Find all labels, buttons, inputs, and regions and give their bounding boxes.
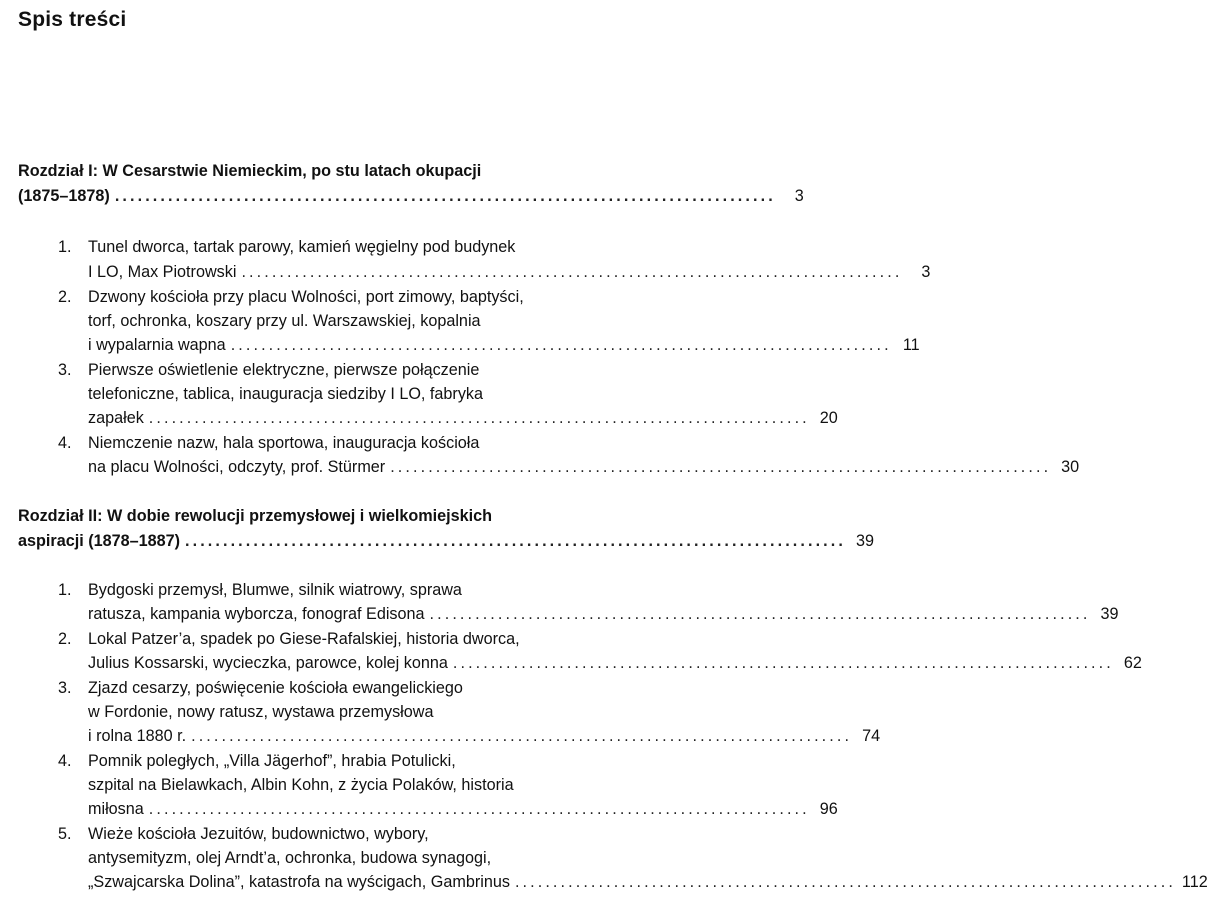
entry-text: na placu Wolności, odczyty, prof. Stürmer [88, 458, 386, 476]
page-title: Spis treści [18, 8, 127, 31]
c2-entry-3-line-2 [18, 699, 586, 725]
page-number: 39 [855, 532, 874, 550]
leader-dots: ....................................................................................... [191, 727, 853, 745]
page-number: 96 [819, 800, 838, 818]
entry-text: „Szwajcarska Dolina”, katastrofa na wyścigach, Gambrinus [88, 873, 510, 891]
page-number: 74 [862, 727, 881, 745]
c1-entry-2-last [18, 332, 920, 358]
c2-entry-5 [18, 821, 586, 847]
entry-text: zapałek [88, 409, 144, 427]
chapter-1-entry [18, 183, 804, 209]
entry-text: Pomnik poległych, „Villa Jägerhof”, hrabia Potulicki, [88, 752, 456, 770]
entry-text: I LO, Max Piotrowski [88, 263, 237, 281]
leader-dots: ....................................................................................... [114, 187, 776, 205]
c2-entry-1 [18, 577, 586, 603]
entry-text: Pierwsze oświetlenie elektryczne, pierwsze połączenie [88, 361, 480, 379]
entry-number: 1. [58, 238, 72, 256]
c1-entry-3-line-2 [18, 381, 586, 407]
chapter-1-title-line-1: Rozdział I: W Cesarstwie Niemieckim, po stu latach okupacji [18, 162, 482, 180]
entry-text: Bydgoski przemysł, Blumwe, silnik wiatrowy, sprawa [88, 581, 462, 599]
entry-text: telefoniczne, tablica, inauguracja siedziby I LO, fabryka [88, 385, 484, 403]
entry-number: 4. [58, 752, 72, 770]
entry-text: ratusza, kampania wyborcza, fonograf Edisona [88, 605, 425, 623]
c2-entry-1-last [18, 601, 1119, 627]
entry-text: szpital na Bielawkach, Albin Kohn, z życia Polaków, historia [88, 776, 514, 794]
entry-text: i rolna 1880 r. [88, 727, 187, 745]
c1-entry-4-last [18, 454, 1080, 480]
leader-dots: ....................................................................................... [429, 605, 1091, 623]
entry-number: 3. [58, 361, 72, 379]
page-number: 39 [1100, 605, 1119, 623]
entry-text: Zjazd cesarzy, poświęcenie kościoła ewangelickiego [88, 679, 463, 697]
c1-entry-1-last [18, 259, 931, 285]
c2-entry-4 [18, 748, 586, 774]
c1-entry-2 [18, 284, 586, 310]
entry-text: Wieże kościoła Jezuitów, budownictwo, wybory, [88, 825, 429, 843]
page-number: 20 [819, 409, 838, 427]
page-number: 30 [1061, 458, 1080, 476]
chapter-2-entry [18, 528, 874, 554]
c2-entry-4-last [18, 796, 838, 822]
c1-entry-4 [18, 430, 586, 456]
c2-entry-3-last [18, 723, 881, 749]
entry-text: w Fordonie, nowy ratusz, wystawa przemysłowa [88, 703, 434, 721]
entry-text: torf, ochronka, koszary przy ul. Warszawskiej, kopalnia [88, 312, 481, 330]
entry-number: 2. [58, 630, 72, 648]
entry-number: 3. [58, 679, 72, 697]
c2-entry-5-last [18, 869, 1208, 895]
entry-number: 1. [58, 581, 72, 599]
leader-dots: ....................................................................................... [241, 263, 903, 281]
leader-dots: ....................................................................................... [148, 409, 810, 427]
c1-entry-1 [18, 234, 586, 260]
entry-text: Lokal Patzer’a, spadek po Giese-Rafalskiej, historia dworca, [88, 630, 520, 648]
chapter-2-title-line-1: Rozdział II: W dobie rewolucji przemysłowej i wielkomiejskich [18, 507, 493, 525]
entry-text: miłosna [88, 800, 144, 818]
c2-entry-3 [18, 675, 586, 701]
entry-text: Julius Kossarski, wycieczka, parowce, kolej konna [88, 654, 448, 672]
page-number: 112 [1181, 873, 1208, 891]
page-number: 62 [1123, 654, 1142, 672]
entry-number: 2. [58, 288, 72, 306]
entry-text: Dzwony kościoła przy placu Wolności, port zimowy, baptyści, [88, 288, 524, 306]
c2-entry-2 [18, 626, 586, 652]
leader-dots: ....................................................................................... [452, 654, 1114, 672]
entry-number: 4. [58, 434, 72, 452]
entry-text: Tunel dworca, tartak parowy, kamień węgielny pod budynek [88, 238, 516, 256]
c1-entry-2-line-2 [18, 308, 586, 334]
entry-text: i wypalarnia wapna [88, 336, 226, 354]
leader-dots: ....................................................................................... [390, 458, 1052, 476]
chapter-2-title-line-2: aspiracji (1878–1887) [18, 532, 180, 550]
entry-text: Niemczenie nazw, hala sportowa, inauguracja kościoła [88, 434, 480, 452]
leader-dots: ....................................................................................... [514, 873, 1176, 891]
page-number: 11 [902, 336, 920, 354]
c2-entry-5-line-2 [18, 845, 586, 871]
c1-entry-3-last [18, 405, 838, 431]
chapter-1-title-line-2: (1875–1878) [18, 187, 110, 205]
c2-entry-4-line-2 [18, 772, 586, 798]
leader-dots: ....................................................................................... [185, 532, 846, 550]
entry-text: antysemityzm, olej Arndt’a, ochronka, budowa synagogi, [88, 849, 492, 867]
entry-number: 5. [58, 825, 72, 843]
page-number: 3 [794, 187, 804, 205]
c1-entry-3 [18, 357, 586, 383]
c2-entry-2-last [18, 650, 1142, 676]
leader-dots: ....................................................................................... [230, 336, 892, 354]
leader-dots: ....................................................................................... [148, 800, 810, 818]
page-number: 3 [921, 263, 931, 281]
